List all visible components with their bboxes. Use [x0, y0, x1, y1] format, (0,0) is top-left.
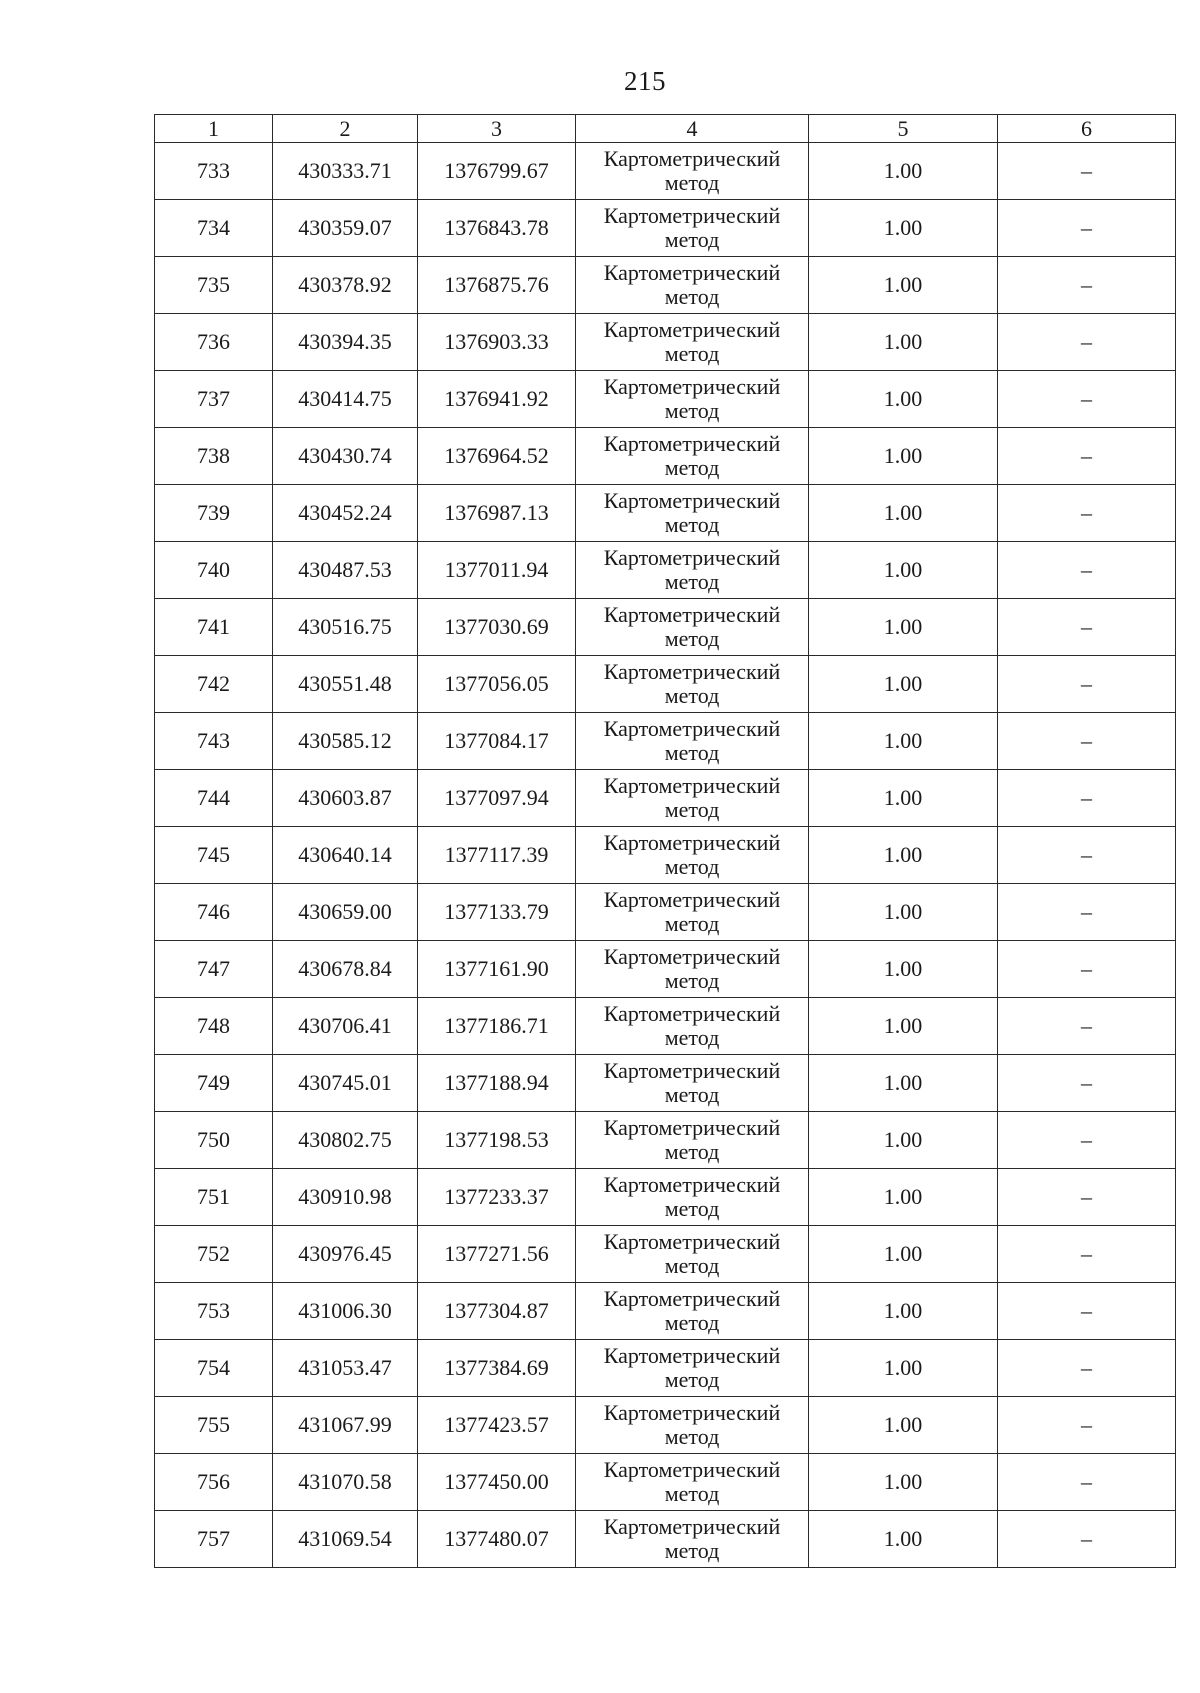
note-cell: – [998, 1226, 1176, 1283]
note-cell: – [998, 770, 1176, 827]
method-text-line: Картометрический [603, 203, 781, 228]
note-cell: – [998, 884, 1176, 941]
y-coordinate-cell: 1377030.69 [418, 599, 576, 656]
method-text-line: Картометрический [603, 1001, 781, 1026]
y-coordinate-cell: 1377480.07 [418, 1511, 576, 1568]
method-text-line: Картометрический [603, 830, 781, 855]
x-coordinate-cell: 430585.12 [273, 713, 418, 770]
x-coordinate-cell: 430487.53 [273, 542, 418, 599]
method-cell [576, 998, 809, 1055]
y-coordinate-cell: 1377186.71 [418, 998, 576, 1055]
method-cell [576, 428, 809, 485]
note-cell: – [998, 542, 1176, 599]
y-coordinate-cell: 1376843.78 [418, 200, 576, 257]
table-row [155, 599, 1176, 656]
header-cell: 1 [155, 115, 273, 143]
point-number-cell: 748 [155, 998, 273, 1055]
header-cell: 6 [998, 115, 1176, 143]
point-number-cell: 744 [155, 770, 273, 827]
method-text-line: метод [664, 227, 720, 252]
x-coordinate-cell: 430659.00 [273, 884, 418, 941]
table-row [155, 1055, 1176, 1112]
precision-cell: 1.00 [809, 1055, 998, 1112]
precision-cell: 1.00 [809, 257, 998, 314]
note-cell: – [998, 200, 1176, 257]
point-number-cell: 753 [155, 1283, 273, 1340]
table-row [155, 1112, 1176, 1169]
method-text-line: Картометрический [603, 1115, 781, 1140]
method-cell [576, 656, 809, 713]
table-row [155, 1511, 1176, 1568]
x-coordinate-cell: 430678.84 [273, 941, 418, 998]
precision-cell: 1.00 [809, 1169, 998, 1226]
precision-cell: 1.00 [809, 1454, 998, 1511]
method-text-line: метод [664, 740, 720, 765]
method-text-line: Картометрический [603, 773, 781, 798]
table-row [155, 371, 1176, 428]
method-text-line: метод [664, 1082, 720, 1107]
y-coordinate-cell: 1376941.92 [418, 371, 576, 428]
table-row [155, 941, 1176, 998]
note-cell: – [998, 1340, 1176, 1397]
point-number-cell: 733 [155, 143, 273, 200]
note-cell: – [998, 827, 1176, 884]
precision-cell: 1.00 [809, 599, 998, 656]
precision-cell: 1.00 [809, 770, 998, 827]
note-cell: – [998, 428, 1176, 485]
y-coordinate-cell: 1377450.00 [418, 1454, 576, 1511]
method-cell [576, 1055, 809, 1112]
x-coordinate-cell: 430910.98 [273, 1169, 418, 1226]
method-text-line: метод [664, 1481, 720, 1506]
x-coordinate-cell: 430430.74 [273, 428, 418, 485]
x-coordinate-cell: 430640.14 [273, 827, 418, 884]
precision-cell: 1.00 [809, 1340, 998, 1397]
note-cell: – [998, 1397, 1176, 1454]
x-coordinate-cell: 430603.87 [273, 770, 418, 827]
method-cell [576, 770, 809, 827]
point-number-cell: 745 [155, 827, 273, 884]
y-coordinate-cell: 1377084.17 [418, 713, 576, 770]
table-row [155, 1340, 1176, 1397]
point-number-cell: 737 [155, 371, 273, 428]
x-coordinate-cell: 430394.35 [273, 314, 418, 371]
y-coordinate-cell: 1376903.33 [418, 314, 576, 371]
method-text-line: метод [664, 626, 720, 651]
note-cell: – [998, 998, 1176, 1055]
y-coordinate-cell: 1376987.13 [418, 485, 576, 542]
note-cell: – [998, 485, 1176, 542]
precision-cell: 1.00 [809, 827, 998, 884]
method-cell [576, 1169, 809, 1226]
method-cell [576, 314, 809, 371]
point-number-cell: 749 [155, 1055, 273, 1112]
table-row [155, 1397, 1176, 1454]
point-number-cell: 741 [155, 599, 273, 656]
note-cell: – [998, 371, 1176, 428]
method-text-line: Картометрический [603, 944, 781, 969]
y-coordinate-cell: 1377011.94 [418, 542, 576, 599]
method-text-line: метод [664, 455, 720, 480]
point-number-cell: 735 [155, 257, 273, 314]
page-number: 215 [624, 66, 666, 96]
x-coordinate-cell: 430452.24 [273, 485, 418, 542]
x-coordinate-cell: 430976.45 [273, 1226, 418, 1283]
method-text-line: Картометрический [603, 1514, 781, 1539]
x-coordinate-cell: 430516.75 [273, 599, 418, 656]
method-cell [576, 1226, 809, 1283]
table-row [155, 713, 1176, 770]
method-cell [576, 371, 809, 428]
method-text-line: метод [664, 569, 720, 594]
method-text-line: Картометрический [603, 1229, 781, 1254]
method-cell [576, 713, 809, 770]
y-coordinate-cell: 1377271.56 [418, 1226, 576, 1283]
header-row [155, 115, 1176, 143]
method-text-line: метод [664, 284, 720, 309]
method-text-line: Картометрический [603, 431, 781, 456]
table-row [155, 428, 1176, 485]
coordinates-table [154, 114, 1176, 1568]
x-coordinate-cell: 430414.75 [273, 371, 418, 428]
table-row [155, 314, 1176, 371]
method-text-line: Картометрический [603, 1400, 781, 1425]
table-row [155, 827, 1176, 884]
y-coordinate-cell: 1377188.94 [418, 1055, 576, 1112]
method-text-line: Картометрический [603, 1172, 781, 1197]
y-coordinate-cell: 1376964.52 [418, 428, 576, 485]
x-coordinate-cell: 431053.47 [273, 1340, 418, 1397]
method-cell [576, 1112, 809, 1169]
point-number-cell: 755 [155, 1397, 273, 1454]
note-cell: – [998, 656, 1176, 713]
table-row [155, 143, 1176, 200]
method-text-line: Картометрический [603, 716, 781, 741]
table-row [155, 257, 1176, 314]
method-text-line: метод [664, 911, 720, 936]
x-coordinate-cell: 430802.75 [273, 1112, 418, 1169]
method-text-line: метод [664, 683, 720, 708]
point-number-cell: 734 [155, 200, 273, 257]
method-cell [576, 485, 809, 542]
table-row [155, 542, 1176, 599]
precision-cell: 1.00 [809, 1283, 998, 1340]
y-coordinate-cell: 1377161.90 [418, 941, 576, 998]
method-text-line: Картометрический [603, 887, 781, 912]
note-cell: – [998, 1454, 1176, 1511]
method-cell [576, 1511, 809, 1568]
method-text-line: метод [664, 398, 720, 423]
method-text-line: метод [664, 170, 720, 195]
y-coordinate-cell: 1377056.05 [418, 656, 576, 713]
point-number-cell: 739 [155, 485, 273, 542]
precision-cell: 1.00 [809, 314, 998, 371]
y-coordinate-cell: 1377133.79 [418, 884, 576, 941]
note-cell: – [998, 1283, 1176, 1340]
precision-cell: 1.00 [809, 998, 998, 1055]
method-text-line: метод [664, 1538, 720, 1563]
note-cell: – [998, 941, 1176, 998]
note-cell: – [998, 143, 1176, 200]
method-cell [576, 1340, 809, 1397]
method-text-line: Картометрический [603, 1058, 781, 1083]
x-coordinate-cell: 431006.30 [273, 1283, 418, 1340]
method-text-line: метод [664, 968, 720, 993]
y-coordinate-cell: 1377304.87 [418, 1283, 576, 1340]
y-coordinate-cell: 1377117.39 [418, 827, 576, 884]
table-row [155, 770, 1176, 827]
header-cell: 4 [576, 115, 809, 143]
method-text-line: метод [664, 1025, 720, 1050]
precision-cell: 1.00 [809, 200, 998, 257]
y-coordinate-cell: 1377097.94 [418, 770, 576, 827]
note-cell: – [998, 1055, 1176, 1112]
table-body [155, 143, 1176, 1568]
method-text-line: метод [664, 1139, 720, 1164]
method-cell [576, 257, 809, 314]
precision-cell: 1.00 [809, 1397, 998, 1454]
point-number-cell: 754 [155, 1340, 273, 1397]
precision-cell: 1.00 [809, 941, 998, 998]
method-text-line: метод [664, 512, 720, 537]
method-cell [576, 1397, 809, 1454]
x-coordinate-cell: 430745.01 [273, 1055, 418, 1112]
method-text-line: Картометрический [603, 374, 781, 399]
point-number-cell: 752 [155, 1226, 273, 1283]
method-text-line: метод [664, 1196, 720, 1221]
y-coordinate-cell: 1377384.69 [418, 1340, 576, 1397]
point-number-cell: 742 [155, 656, 273, 713]
method-cell [576, 599, 809, 656]
point-number-cell: 747 [155, 941, 273, 998]
table-row [155, 1454, 1176, 1511]
precision-cell: 1.00 [809, 428, 998, 485]
note-cell: – [998, 314, 1176, 371]
x-coordinate-cell: 431070.58 [273, 1454, 418, 1511]
table-row [155, 485, 1176, 542]
table-row [155, 884, 1176, 941]
method-text-line: метод [664, 1367, 720, 1392]
table-row [155, 656, 1176, 713]
header-cell: 3 [418, 115, 576, 143]
y-coordinate-cell: 1377423.57 [418, 1397, 576, 1454]
y-coordinate-cell: 1377198.53 [418, 1112, 576, 1169]
point-number-cell: 738 [155, 428, 273, 485]
precision-cell: 1.00 [809, 1112, 998, 1169]
table-row [155, 200, 1176, 257]
table-row [155, 1226, 1176, 1283]
table-row [155, 1169, 1176, 1226]
precision-cell: 1.00 [809, 656, 998, 713]
note-cell: – [998, 599, 1176, 656]
precision-cell: 1.00 [809, 542, 998, 599]
point-number-cell: 750 [155, 1112, 273, 1169]
method-cell [576, 143, 809, 200]
table-row [155, 998, 1176, 1055]
method-text-line: Картометрический [603, 1286, 781, 1311]
method-cell [576, 542, 809, 599]
note-cell: – [998, 1511, 1176, 1568]
x-coordinate-cell: 430551.48 [273, 656, 418, 713]
note-cell: – [998, 713, 1176, 770]
x-coordinate-cell: 430378.92 [273, 257, 418, 314]
x-coordinate-cell: 430706.41 [273, 998, 418, 1055]
method-text-line: Картометрический [603, 659, 781, 684]
method-text-line: метод [664, 1310, 720, 1335]
note-cell: – [998, 257, 1176, 314]
point-number-cell: 740 [155, 542, 273, 599]
method-text-line: Картометрический [603, 1457, 781, 1482]
method-cell [576, 1283, 809, 1340]
precision-cell: 1.00 [809, 371, 998, 428]
note-cell: – [998, 1112, 1176, 1169]
table-row [155, 1283, 1176, 1340]
x-coordinate-cell: 430333.71 [273, 143, 418, 200]
method-cell [576, 827, 809, 884]
method-text-line: Картометрический [603, 545, 781, 570]
point-number-cell: 743 [155, 713, 273, 770]
method-text-line: метод [664, 854, 720, 879]
method-cell [576, 941, 809, 998]
point-number-cell: 756 [155, 1454, 273, 1511]
method-text-line: метод [664, 341, 720, 366]
x-coordinate-cell: 430359.07 [273, 200, 418, 257]
method-text-line: Картометрический [603, 146, 781, 171]
point-number-cell: 751 [155, 1169, 273, 1226]
precision-cell: 1.00 [809, 1511, 998, 1568]
point-number-cell: 757 [155, 1511, 273, 1568]
method-text-line: Картометрический [603, 260, 781, 285]
header-cell: 5 [809, 115, 998, 143]
note-cell: – [998, 1169, 1176, 1226]
method-text-line: Картометрический [603, 317, 781, 342]
precision-cell: 1.00 [809, 884, 998, 941]
method-text-line: метод [664, 1253, 720, 1278]
y-coordinate-cell: 1376875.76 [418, 257, 576, 314]
precision-cell: 1.00 [809, 143, 998, 200]
precision-cell: 1.00 [809, 713, 998, 770]
method-text-line: Картометрический [603, 602, 781, 627]
method-cell [576, 200, 809, 257]
precision-cell: 1.00 [809, 1226, 998, 1283]
method-cell [576, 1454, 809, 1511]
method-text-line: Картометрический [603, 488, 781, 513]
method-text-line: Картометрический [603, 1343, 781, 1368]
y-coordinate-cell: 1376799.67 [418, 143, 576, 200]
x-coordinate-cell: 431069.54 [273, 1511, 418, 1568]
method-text-line: метод [664, 1424, 720, 1449]
y-coordinate-cell: 1377233.37 [418, 1169, 576, 1226]
method-text-line: метод [664, 797, 720, 822]
header-cell: 2 [273, 115, 418, 143]
method-cell [576, 884, 809, 941]
point-number-cell: 746 [155, 884, 273, 941]
x-coordinate-cell: 431067.99 [273, 1397, 418, 1454]
point-number-cell: 736 [155, 314, 273, 371]
precision-cell: 1.00 [809, 485, 998, 542]
